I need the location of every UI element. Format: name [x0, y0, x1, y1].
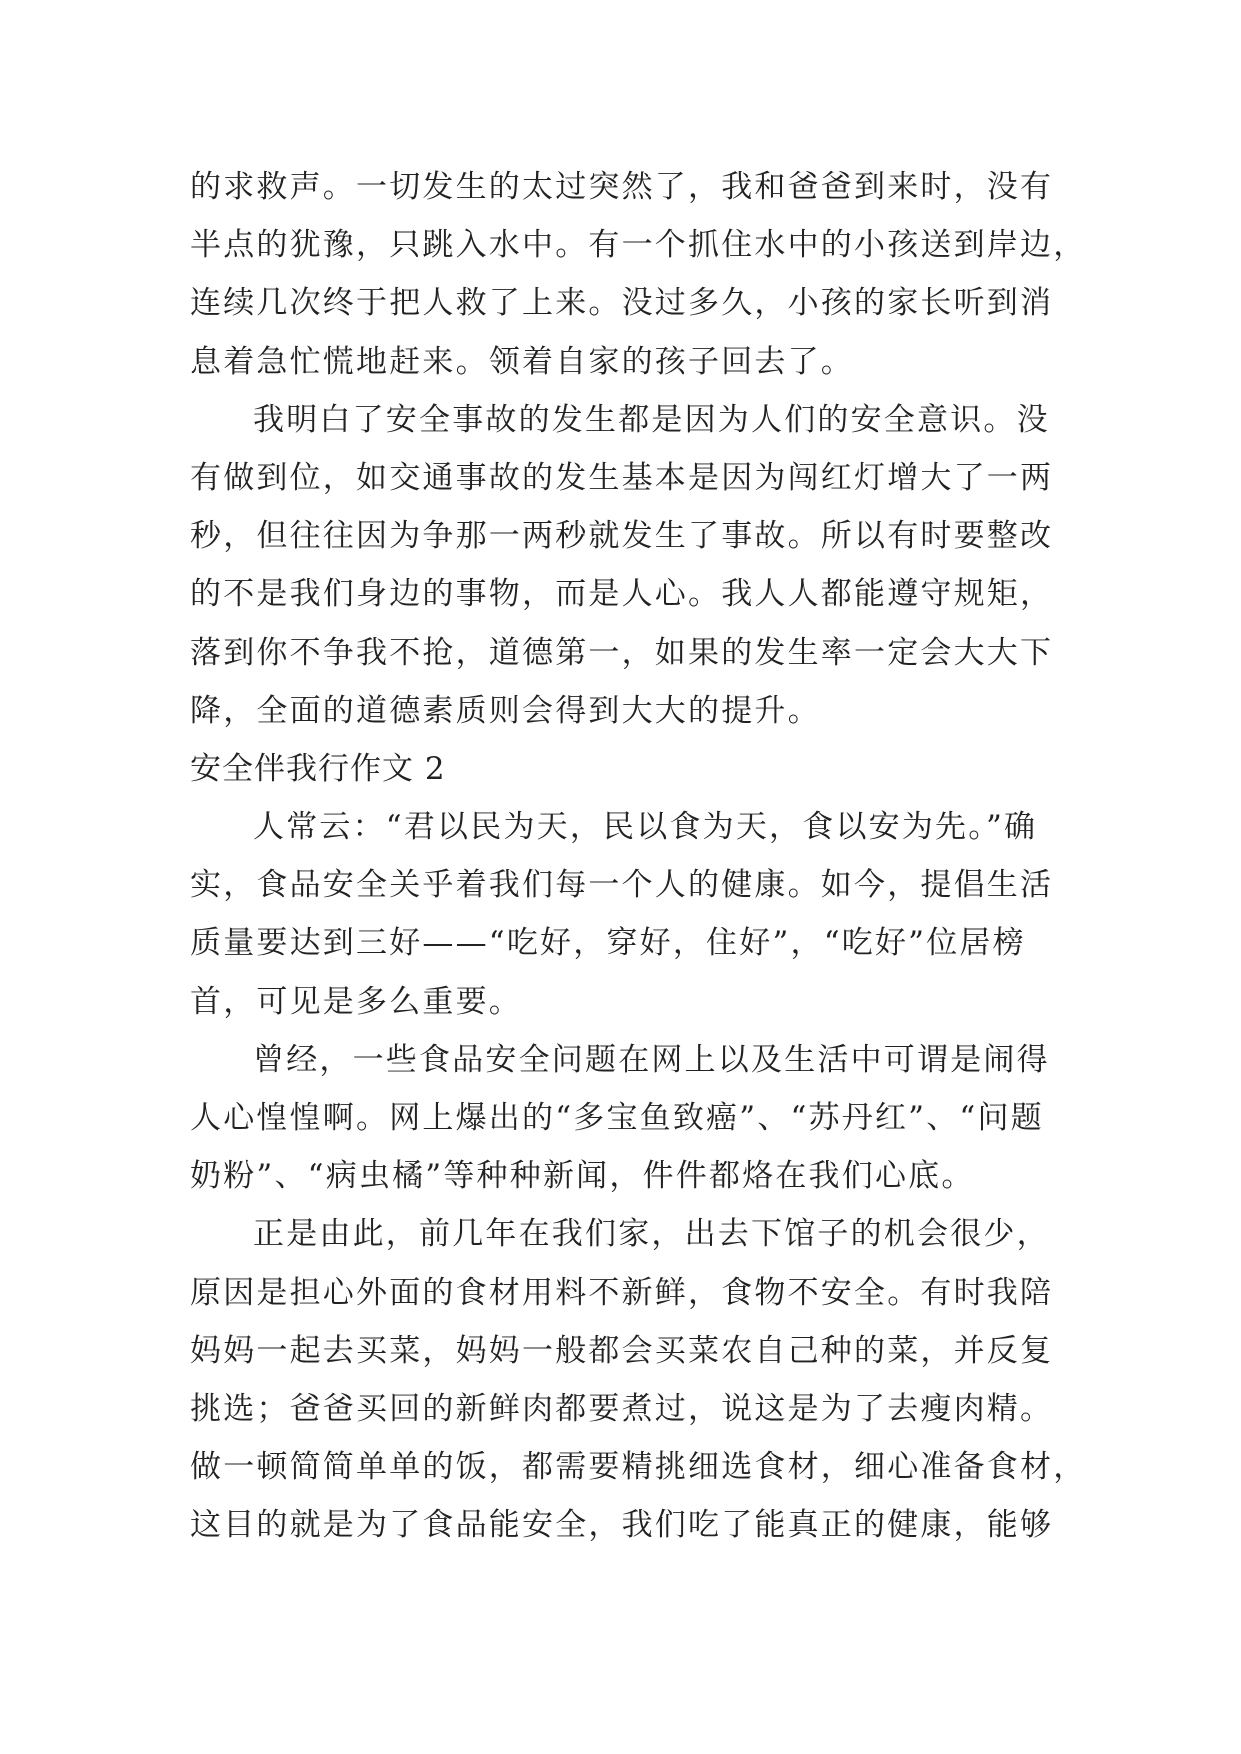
text-line: 这目的就是为了食品能安全，我们吃了能真正的健康，能够: [190, 1507, 1054, 1544]
text-line: 实，食品安全关乎着我们每一个人的健康。如今，提倡生活: [190, 867, 1054, 904]
text-line: 做一顿简简单单的饭，都需要精挑细选食材，细心准备食材，: [190, 1449, 1087, 1486]
text-line: 首，可见是多么重要。: [190, 983, 522, 1020]
text-line: 挑选；爸爸买回的新鲜肉都要煮过，说这是为了去瘦肉精。: [190, 1390, 1054, 1427]
paragraph-first-line: 人常云：“君以民为天，民以食为天，食以安为先。”确: [253, 809, 1038, 846]
text-line: 的不是我们身边的事物，而是人心。我人人都能遵守规矩，: [190, 576, 1054, 613]
text-line: 的求救声。一切发生的太过突然了，我和爸爸到来时，没有: [190, 169, 1054, 205]
text-line: 原因是担心外面的食材用料不新鲜，食物不安全。有时我陪: [190, 1274, 1054, 1311]
text-line: 妈妈一起去买菜，妈妈一般都会买菜农自己种的菜，并反复: [190, 1332, 1054, 1369]
text-line: 人心惶惶啊。网上爆出的“多宝鱼致癌”、“苏丹红”、“问题: [190, 1100, 1044, 1136]
section-heading: 安全伴我行作文 2: [190, 750, 446, 787]
text-line: 息着急忙慌地赶来。领着自家的孩子回去了。: [190, 343, 854, 380]
paragraph-first-line: 正是由此，前几年在我们家，出去下馆子的机会很少，: [253, 1216, 1050, 1253]
text-line: 半点的犹豫，只跳入水中。有一个抓住水中的小孩送到岸边，: [190, 227, 1087, 264]
text-line: 质量要达到三好——“吃好，穿好，住好”，“吃好”位居榜: [190, 925, 1026, 962]
paragraph-first-line: 我明白了安全事故的发生都是因为人们的安全意识。没: [253, 401, 1050, 438]
paragraph-first-line: 曾经，一些食品安全问题在网上以及生活中可谓是闹得: [253, 1041, 1050, 1078]
text-line: 连续几次终于把人救了上来。没过多久，小孩的家长听到消: [190, 285, 1054, 322]
text-line: 秒，但往往因为争那一两秒就发生了事故。所以有时要整改: [190, 518, 1054, 555]
document-body: [190, 158, 1090, 1555]
text-line: 落到你不争我不抢，道德第一，如果的发生率一定会大大下: [190, 634, 1054, 671]
text-line: 奶粉”、“病虫橘”等种种新闻，件件都烙在我们心底。: [190, 1158, 975, 1195]
text-line: 有做到位，如交通事故的发生基本是因为闯红灯增大了一两: [190, 459, 1054, 496]
text-line: 降，全面的道德素质则会得到大大的提升。: [190, 692, 821, 729]
